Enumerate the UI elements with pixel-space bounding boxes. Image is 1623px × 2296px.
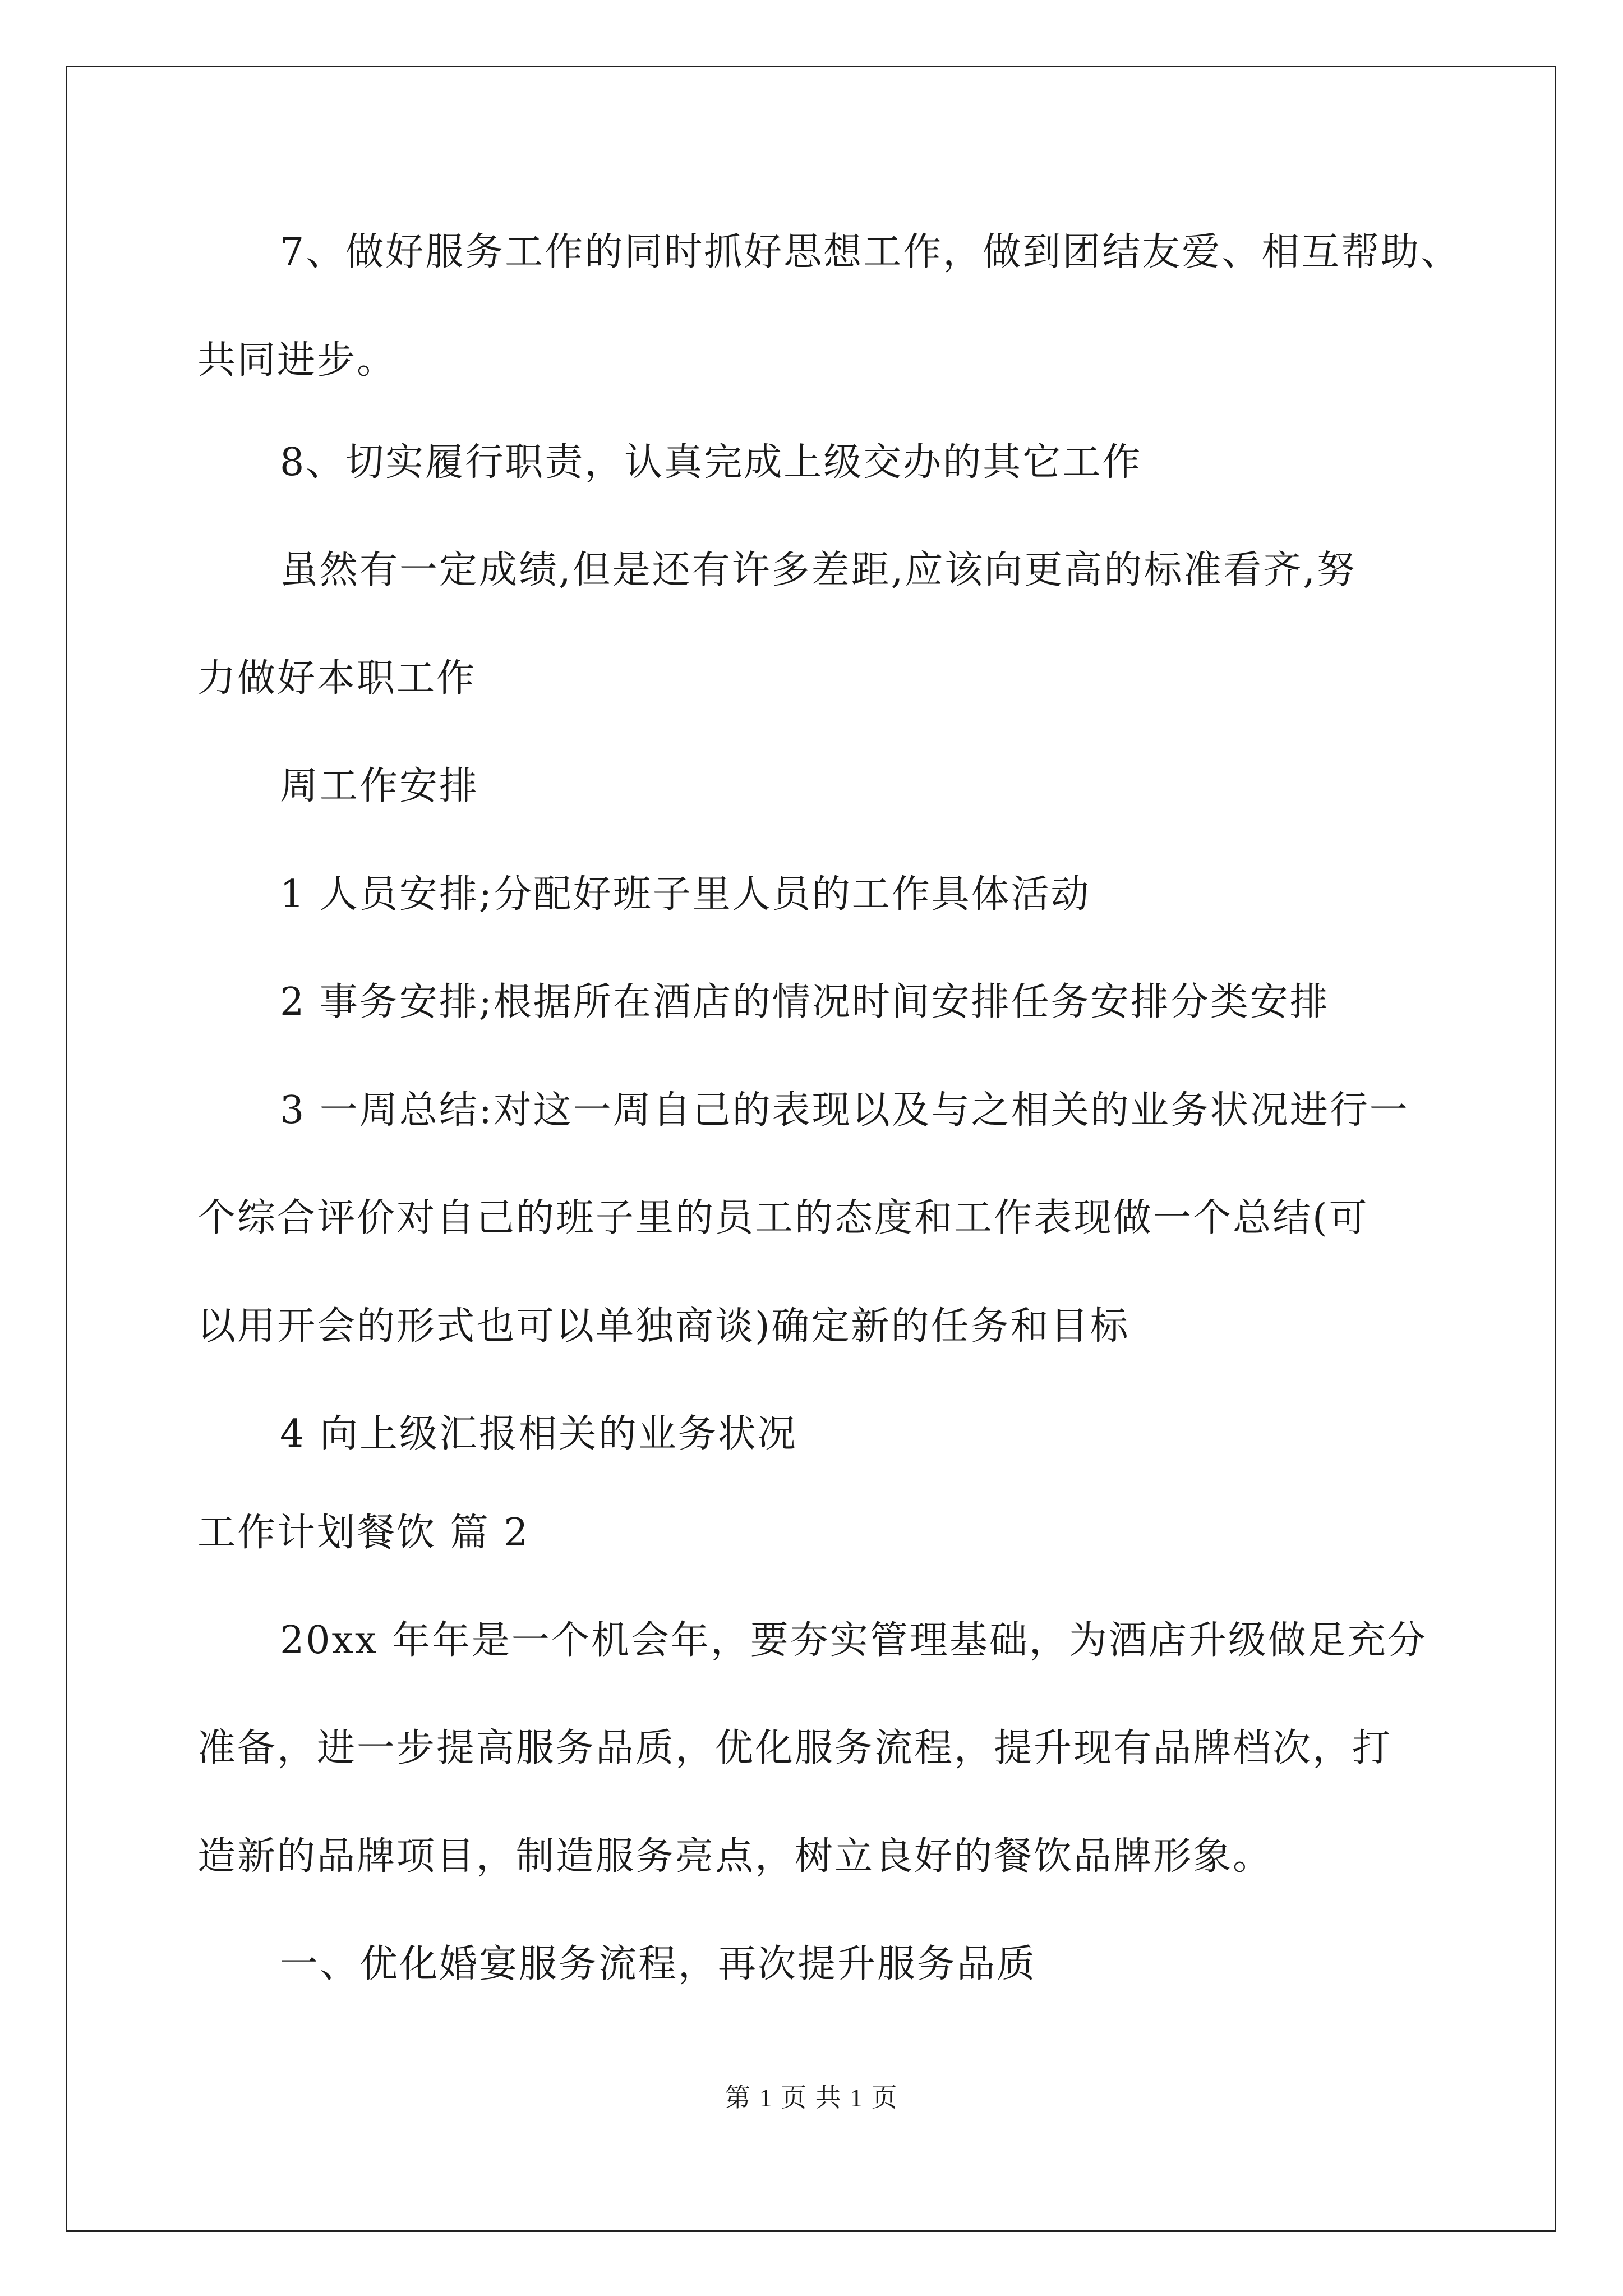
text-line: 7、做好服务工作的同时抓好思想工作，做到团结友爱、相互帮助、 — [280, 230, 1461, 274]
page-number-footer: 第 1 页 共 1 页 — [725, 2083, 898, 2112]
text-line: 1 人员安排;分配好班子里人员的工作具体活动 — [280, 872, 1091, 917]
section-heading: 周工作安排 — [280, 764, 479, 808]
text-line: 虽然有一定成绩,但是还有许多差距,应该向更高的标准看齐,努 — [280, 548, 1357, 592]
text-line: 8、切实履行职责，认真完成上级交办的其它工作 — [280, 440, 1142, 485]
text-line: 2 事务安排;根据所在酒店的情况时间安排任务安排分类安排 — [280, 980, 1330, 1024]
text-line: 以用开会的形式也可以单独商谈)确定新的任务和目标 — [197, 1304, 1130, 1349]
text-line: 个综合评价对自己的班子里的员工的态度和工作表现做一个总结(可 — [197, 1196, 1369, 1240]
text-line: 共同进步。 — [197, 338, 397, 383]
text-line: 4 向上级汇报相关的业务状况 — [280, 1412, 797, 1456]
text-line: 力做好本职工作 — [197, 656, 477, 701]
page-border — [66, 66, 1556, 2232]
text-line: 造新的品牌项目，制造服务亮点，树立良好的餐饮品牌形象。 — [197, 1834, 1273, 1879]
text-line: 3 一周总结:对这一周自己的表现以及与之相关的业务状况进行一 — [280, 1088, 1409, 1133]
text-line: 准备，进一步提高服务品质，优化服务流程，提升现有品牌档次，打 — [197, 1726, 1393, 1770]
text-line: 20xx 年年是一个机会年，要夯实管理基础，为酒店升级做足充分 — [280, 1618, 1427, 1663]
text-line: 一、优化婚宴服务流程，再次提升服务品质 — [280, 1942, 1037, 1986]
section-title: 工作计划餐饮 篇 2 — [197, 1511, 530, 1555]
